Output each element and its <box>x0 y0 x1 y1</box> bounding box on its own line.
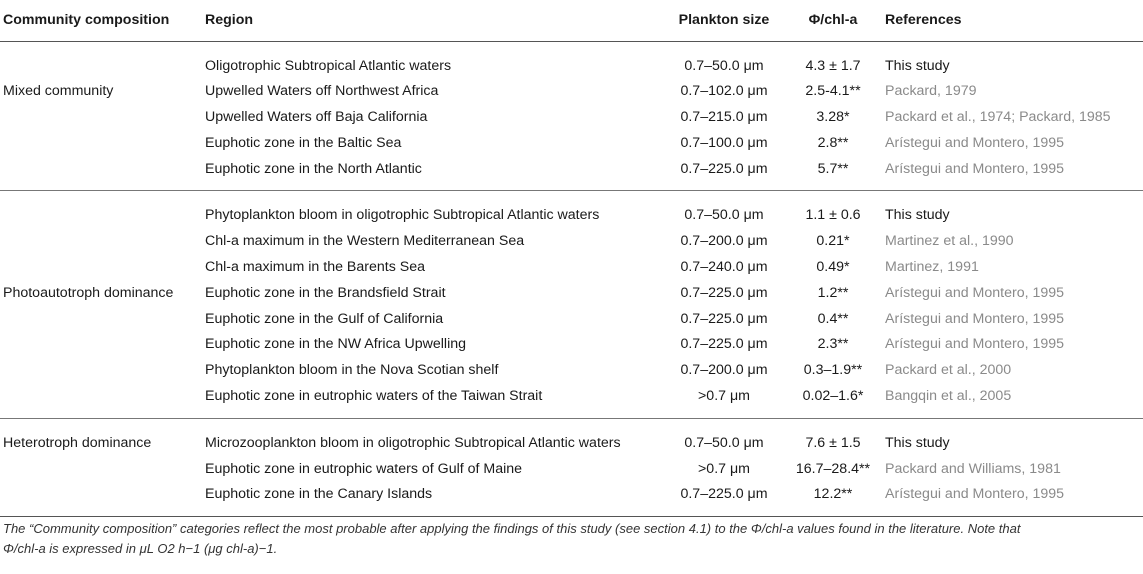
ratio-cell: 0.3–1.9** <box>803 362 863 379</box>
size-cell: >0.7 μm <box>698 388 750 405</box>
reference-link[interactable]: Packard, 1979 <box>885 83 977 100</box>
size-cell: 0.7–102.0 μm <box>680 83 768 100</box>
footnote-line-2: Φ/chl-a is expressed in μL O2 h−1 (μg chl-a)−1. <box>3 541 278 556</box>
region-cell: Chl-a maximum in the Western Mediterranean Sea <box>205 233 525 250</box>
reference-link[interactable]: Martinez et al., 1990 <box>885 233 1014 250</box>
ratio-cell: 5.7** <box>817 160 849 177</box>
reference-link[interactable]: Arístegui and Montero, 1995 <box>885 160 1065 177</box>
table-row <box>0 431 1143 457</box>
region-cell: Euphotic zone in the Baltic Sea <box>205 134 402 151</box>
reference-link[interactable]: Martinez, 1991 <box>885 259 979 276</box>
ratio-cell: 7.6 ± 1.5 <box>805 434 861 451</box>
size-cell: 0.7–225.0 μm <box>680 160 768 177</box>
size-cell: 0.7–50.0 μm <box>684 207 764 224</box>
reference-link[interactable]: Arístegui and Montero, 1995 <box>885 284 1065 301</box>
table-row <box>0 332 1143 358</box>
region-cell: Euphotic zone in the NW Africa Upwelling <box>205 336 467 353</box>
region-cell: Phytoplankton bloom in the Nova Scotian shelf <box>205 362 499 379</box>
region-cell: Euphotic zone in the Gulf of California <box>205 310 444 327</box>
table-row <box>0 384 1143 410</box>
ratio-cell: 12.2** <box>813 486 853 503</box>
reference-cell: This study <box>885 207 950 224</box>
table-row <box>0 131 1143 157</box>
community-label-mixed: Mixed community <box>3 83 114 100</box>
group-divider <box>0 410 1143 419</box>
region-cell: Oligotrophic Subtropical Atlantic waters <box>205 57 452 74</box>
reference-link[interactable]: Arístegui and Montero, 1995 <box>885 310 1065 327</box>
footnote-line-1: The “Community composition” categories reflect the most probable after applying the findings of this study (see section 4.1) to the Φ/chl-a values found in the literature. Note that <box>3 521 1021 536</box>
table-row <box>0 482 1143 508</box>
size-cell: 0.7–200.0 μm <box>680 233 768 250</box>
region-cell: Chl-a maximum in the Barents Sea <box>205 259 425 276</box>
group-divider <box>0 182 1143 191</box>
region-cell: Phytoplankton bloom in oligotrophic Subtropical Atlantic waters <box>205 207 600 224</box>
ratio-cell: 0.02–1.6* <box>802 388 864 405</box>
reference-link[interactable]: Packard and Williams, 1981 <box>885 460 1061 477</box>
reference-link[interactable]: Bangqin et al., 2005 <box>885 388 1012 405</box>
size-cell: 0.7–50.0 μm <box>684 57 764 74</box>
reference-link[interactable]: Packard et al., 2000 <box>885 362 1012 379</box>
size-cell: 0.7–215.0 μm <box>680 109 768 126</box>
ratio-cell: 2.3** <box>817 336 849 353</box>
header-size: Plankton size <box>678 12 770 29</box>
region-cell: Upwelled Waters off Baja California <box>205 109 428 126</box>
region-cell: Euphotic zone in the Canary Islands <box>205 486 433 503</box>
size-cell: 0.7–225.0 μm <box>680 310 768 327</box>
region-cell: Euphotic zone in eutrophic waters of the Taiwan Strait <box>205 388 543 405</box>
ratio-cell: 0.4** <box>817 310 849 327</box>
region-cell: Euphotic zone in the North Atlantic <box>205 160 422 177</box>
ratio-cell: 3.28* <box>816 109 850 126</box>
header-community: Community composition <box>3 12 170 29</box>
table-row <box>0 281 1143 307</box>
table-row <box>0 255 1143 281</box>
reference-link[interactable]: Arístegui and Montero, 1995 <box>885 486 1065 503</box>
size-cell: 0.7–225.0 μm <box>680 336 768 353</box>
size-cell: 0.7–200.0 μm <box>680 362 768 379</box>
region-cell: Euphotic zone in eutrophic waters of Gulf of Maine <box>205 460 523 477</box>
header-references: References <box>885 12 962 29</box>
region-cell: Upwelled Waters off Northwest Africa <box>205 83 439 100</box>
community-label-heterotroph: Heterotroph dominance <box>3 434 152 451</box>
ratio-cell: 2.8** <box>817 134 849 151</box>
size-cell: 0.7–240.0 μm <box>680 259 768 276</box>
ratio-cell: 1.1 ± 0.6 <box>805 207 861 224</box>
ratio-cell: 4.3 ± 1.7 <box>805 57 861 74</box>
ratio-cell: 0.21* <box>816 233 850 250</box>
ratio-cell: 2.5-4.1** <box>805 83 861 100</box>
reference-link[interactable]: Arístegui and Montero, 1995 <box>885 134 1065 151</box>
header-region: Region <box>205 12 254 29</box>
region-cell: Euphotic zone in the Brandsfield Strait <box>205 284 446 301</box>
table-row <box>0 307 1143 333</box>
table-row <box>0 105 1143 131</box>
table-bottom-rule <box>0 508 1143 517</box>
ratio-cell: 1.2** <box>817 284 849 301</box>
size-cell: 0.7–100.0 μm <box>680 134 768 151</box>
table-row <box>0 79 1143 105</box>
reference-cell: This study <box>885 57 950 74</box>
table-row <box>0 229 1143 255</box>
reference-cell: This study <box>885 434 950 451</box>
table-row <box>0 203 1143 229</box>
size-cell: >0.7 μm <box>698 460 750 477</box>
table-row <box>0 457 1143 483</box>
reference-link[interactable]: Packard et al., 1974; Packard, 1985 <box>885 109 1111 126</box>
table-header-row <box>0 0 1143 41</box>
header-ratio: Φ/chl-a <box>808 12 858 29</box>
ratio-cell: 0.49* <box>816 259 850 276</box>
reference-link[interactable]: Arístegui and Montero, 1995 <box>885 336 1065 353</box>
size-cell: 0.7–50.0 μm <box>684 434 764 451</box>
size-cell: 0.7–225.0 μm <box>680 284 768 301</box>
table-row <box>0 358 1143 384</box>
region-cell: Microzooplankton bloom in oligotrophic Subtropical Atlantic waters <box>205 434 621 451</box>
size-cell: 0.7–225.0 μm <box>680 486 768 503</box>
table-row <box>0 54 1143 80</box>
table-footnote <box>3 519 1123 559</box>
table-row <box>0 157 1143 183</box>
ratio-cell: 16.7–28.4** <box>795 460 871 477</box>
community-label-photoautotroph: Photoautotroph dominance <box>3 284 174 301</box>
